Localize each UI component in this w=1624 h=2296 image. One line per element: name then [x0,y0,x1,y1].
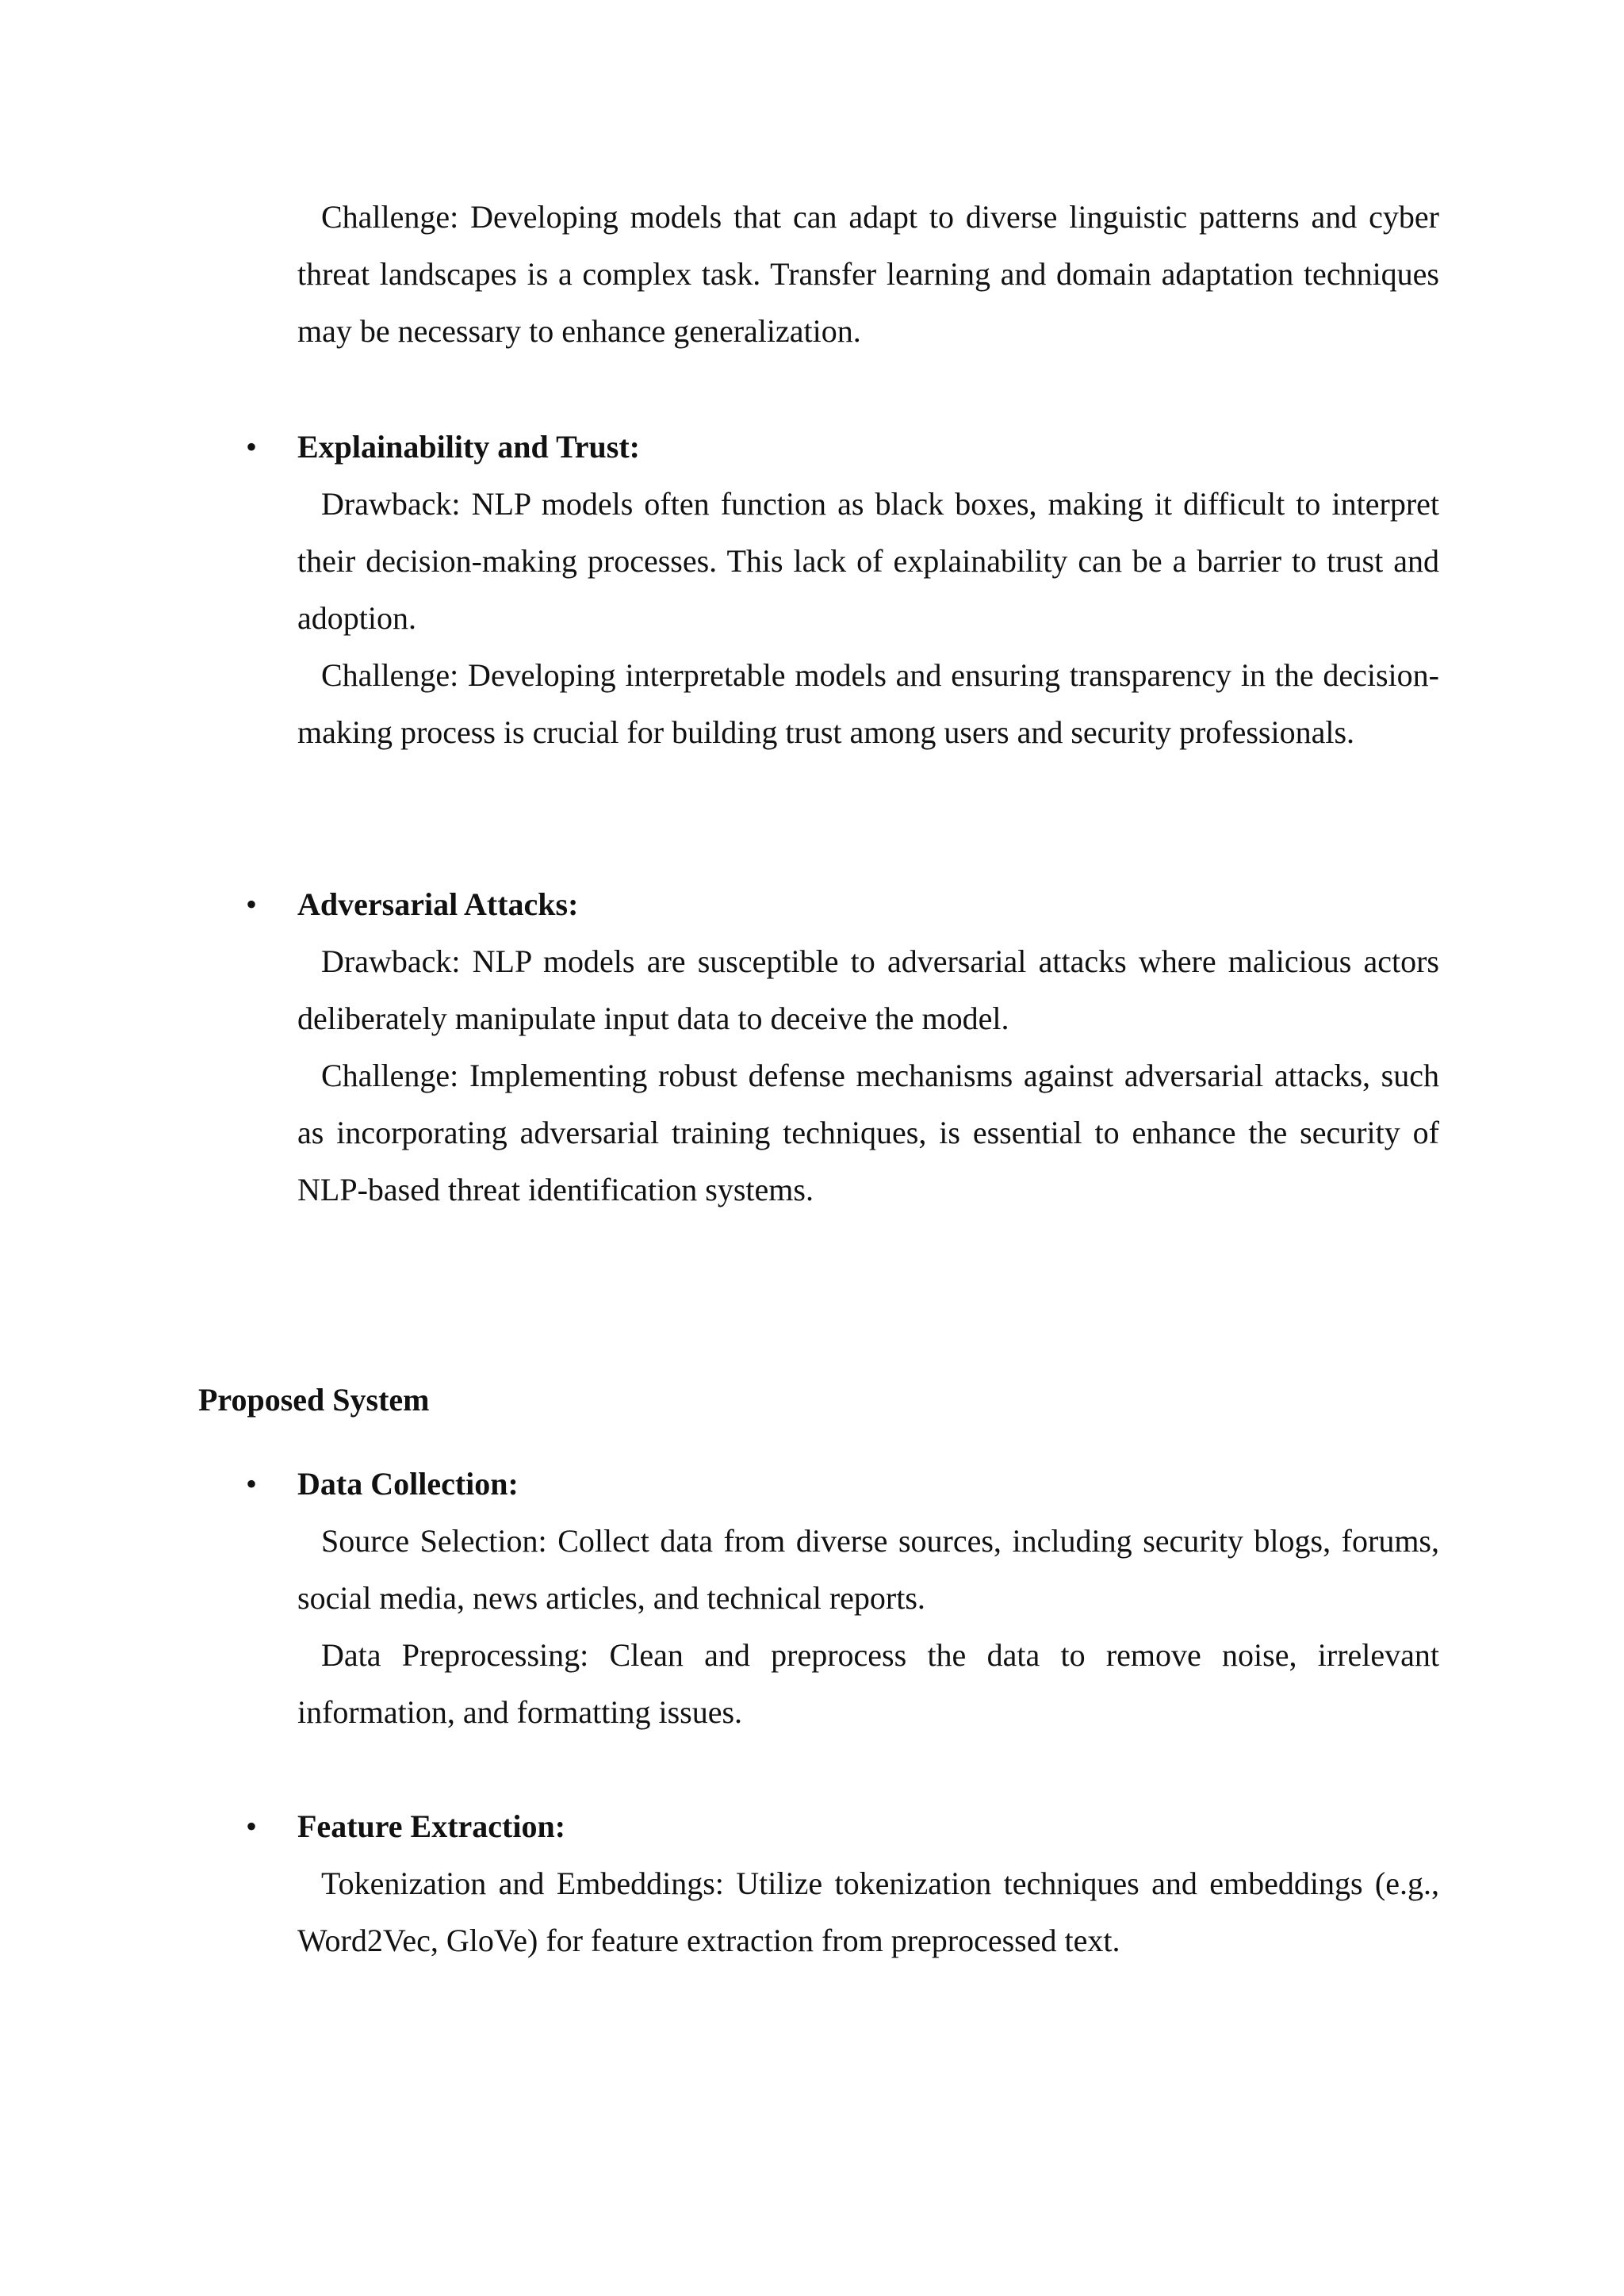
bullet-dot: • [246,1808,258,1844]
data-collection-source-selection: Source Selection: Collect data from diverse sources, including security blogs, forums, social media, news articles, and technical reports. [297,1523,1439,1616]
bullet-dot: • [246,886,258,922]
adversarial-challenge: Challenge: Implementing robust defense mechanisms against adversarial attacks, such as incorporating adversarial training techniques, is essential to enhance the security of NLP-based threat identification systems. [297,1058,1439,1207]
continuation-challenge: Challenge: Developing models that can adapt to diverse linguistic patterns and cyber threat landscapes is a complex task. Transfer learning and domain adaptation techniques may be necessary to enhance generalization. [297,199,1439,349]
feature-extraction-block [297,1855,1439,1969]
continuation-block [297,189,1439,360]
adversarial-block [297,933,1439,1219]
bullet-heading-feature-extraction: Feature Extraction: [297,1808,566,1844]
bullet-heading-explainability: Explainability and Trust: [297,429,640,465]
bullet-dot: • [246,1466,258,1502]
bullet-dot: • [246,429,258,465]
explainability-block [297,476,1439,761]
explainability-drawback: Drawback: NLP models often function as black boxes, making it difficult to interpret their decision-making processes. This lack of explainability can be a barrier to trust and adoption. [297,486,1439,636]
feature-extraction-tokenization: Tokenization and Embeddings: Utilize tokenization techniques and embeddings (e.g., Word2Vec, GloVe) for feature extraction from preprocessed text. [297,1866,1439,1958]
data-collection-block [297,1513,1439,1741]
bullet-heading-data-collection: Data Collection: [297,1466,519,1502]
bullet-heading-adversarial: Adversarial Attacks: [297,886,579,922]
explainability-challenge: Challenge: Developing interpretable models and ensuring transparency in the decision-making process is crucial for building trust among users and security professionals. [297,657,1439,750]
data-collection-preprocessing: Data Preprocessing: Clean and preprocess the data to remove noise, irrelevant information, and formatting issues. [297,1637,1439,1730]
section-title-proposed-system: Proposed System [198,1382,430,1418]
adversarial-drawback: Drawback: NLP models are susceptible to adversarial attacks where malicious actors deliberately manipulate input data to deceive the model. [297,943,1439,1036]
